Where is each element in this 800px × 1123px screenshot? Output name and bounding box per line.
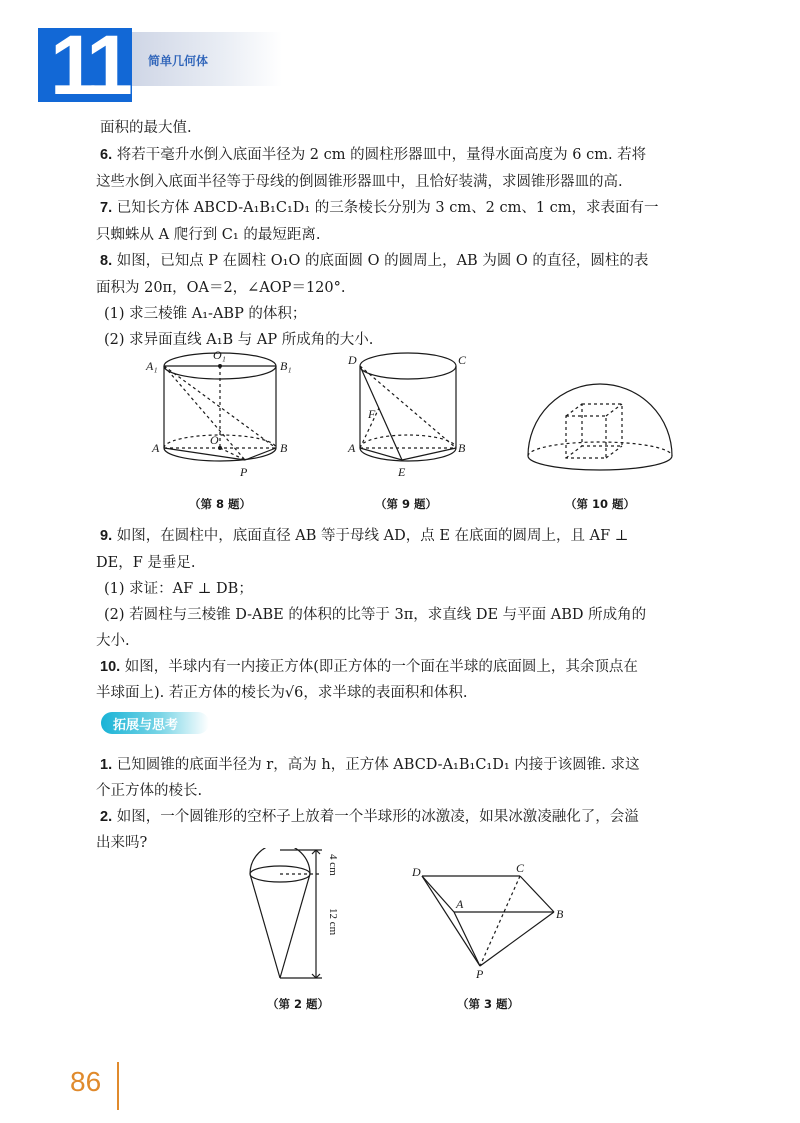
ext-problem-2-line-1: 如图，一个圆锥形的空杯子上放着一个半球形的冰激凌，如果冰激凌融化了，会溢 (116, 809, 639, 825)
problem-8-part-2: (2) 求异面直线 A₁B 与 AP 所成角的大小. (104, 332, 374, 348)
problem-8-line-1: 如图，已知点 P 在圆柱 O₁O 的底面圆 O 的圆周上，AB 为圆 O 的直径，圆柱的表 (116, 253, 649, 269)
caption-fig-10: （第 10 题） (564, 497, 635, 511)
problem-8-line-2: 面积为 20π，OA＝2，∠AOP＝120°. (96, 280, 346, 296)
caption-fig-2: （第 2 题） (266, 997, 329, 1011)
problem-9-part-2: (2) 若圆柱与三棱锥 D-ABE 的体积的比等于 3π，求直线 DE 与平面 ABD 所成角的 (104, 607, 647, 623)
problem-9-line-1: 如图，在圆柱中，底面直径 AB 等于母线 AD，点 E 在底面的圆周上，且 AF ⊥ (116, 528, 629, 544)
ext-problem-2 (100, 804, 700, 831)
problem-9-line-5: 大小. (96, 633, 130, 649)
fig3-label-d: D (412, 865, 421, 879)
page-number-divider (117, 1062, 119, 1110)
ext-problem-1-line-1: 已知圆锥的底面半径为 r，高为 h，正方体 ABCD-A₁B₁C₁D₁ 内接于该圆锥. 求这 (116, 757, 640, 773)
section-label: 拓展与思考 (113, 718, 179, 733)
problem-7-line-1: 已知长方体 ABCD-A₁B₁C₁D₁ 的三条棱长分别为 3 cm、2 cm、1 cm，求表面有一 (116, 200, 659, 216)
fig9-label-a: A (348, 441, 356, 455)
problem-10 (100, 654, 700, 681)
fig2-label-12cm: 12 cm (327, 908, 339, 936)
problem-number: 2. (100, 809, 113, 825)
fig8-label-a: A (152, 441, 160, 455)
fig2-label-4cm: 4 cm (327, 854, 339, 876)
problem-9 (100, 523, 700, 550)
caption-fig-8: （第 8 题） (188, 497, 251, 511)
fig8-label-a1: A₁ (146, 359, 158, 373)
fig8-label-b1: B₁ (280, 359, 292, 373)
problem-number: 6. (100, 147, 113, 163)
caption-fig-3: （第 3 题） (456, 997, 519, 1011)
figure-9 (336, 346, 476, 486)
problem-number: 8. (100, 253, 113, 269)
chapter-number: 11 (50, 18, 127, 112)
fig8-label-o1: O₁ (213, 348, 226, 362)
caption-fig-9: （第 9 题） (374, 497, 437, 511)
problem-6-line-1: 将若干毫升水倒入底面半径为 2 cm 的圆柱形器皿中，量得水面高度为 6 cm. 若将 (116, 147, 647, 163)
fig9-label-f: F (368, 407, 376, 421)
problem-number: 1. (100, 757, 113, 773)
problem-6 (100, 142, 700, 169)
ext-problem-1 (100, 752, 700, 779)
chapter-title: 简单几何体 (148, 54, 209, 68)
figure-3 (410, 862, 575, 982)
fig9-label-d: D (348, 353, 357, 367)
fig8-label-b: B (280, 441, 288, 455)
section-badge (101, 712, 209, 734)
problem-7-line-2: 只蜘蛛从 A 爬行到 C₁ 的最短距离. (96, 227, 321, 243)
fig9-label-c: C (458, 353, 467, 367)
problem-number: 10. (100, 659, 121, 675)
problem-number: 9. (100, 528, 113, 544)
fig8-label-o: O (210, 433, 219, 447)
problem-10-line-1: 如图，半球内有一内接正方体(即正方体的一个面在半球的底面圆上，其余顶点在 (124, 659, 638, 675)
ext-problem-2-line-2: 出来吗? (96, 835, 148, 851)
fig8-label-p: P (240, 465, 248, 479)
problem-9-part-1: (1) 求证：AF ⊥ DB； (104, 581, 253, 597)
problem-6-line-2: 这些水倒入底面半径等于母线的倒圆锥形器皿中，且恰好装满，求圆锥形器皿的高. (96, 174, 623, 190)
figure-2 (238, 848, 348, 988)
fig3-label-b: B (556, 907, 564, 921)
figure-10 (520, 378, 680, 478)
problem-8 (100, 248, 700, 275)
page-number: 86 (70, 1066, 102, 1097)
fig3-label-p: P (476, 967, 484, 981)
problem-7 (100, 195, 700, 222)
ext-problem-1-line-2: 个正方体的棱长. (96, 783, 203, 799)
problem-number: 7. (100, 200, 113, 216)
fig3-label-a: A (456, 897, 464, 911)
problem-9-line-2: DE，F 是垂足. (96, 555, 196, 571)
fig3-label-c: C (516, 862, 525, 875)
line-0: 面积的最大值. (100, 120, 192, 136)
fig9-label-b: B (458, 441, 466, 455)
figure-8 (140, 346, 300, 486)
problem-8-part-1: (1) 求三棱锥 A₁-ABP 的体积； (104, 306, 307, 322)
fig9-label-e: E (398, 465, 406, 479)
problem-10-line-2: 半球面上). 若正方体的棱长为√6，求半球的表面积和体积. (96, 685, 468, 701)
